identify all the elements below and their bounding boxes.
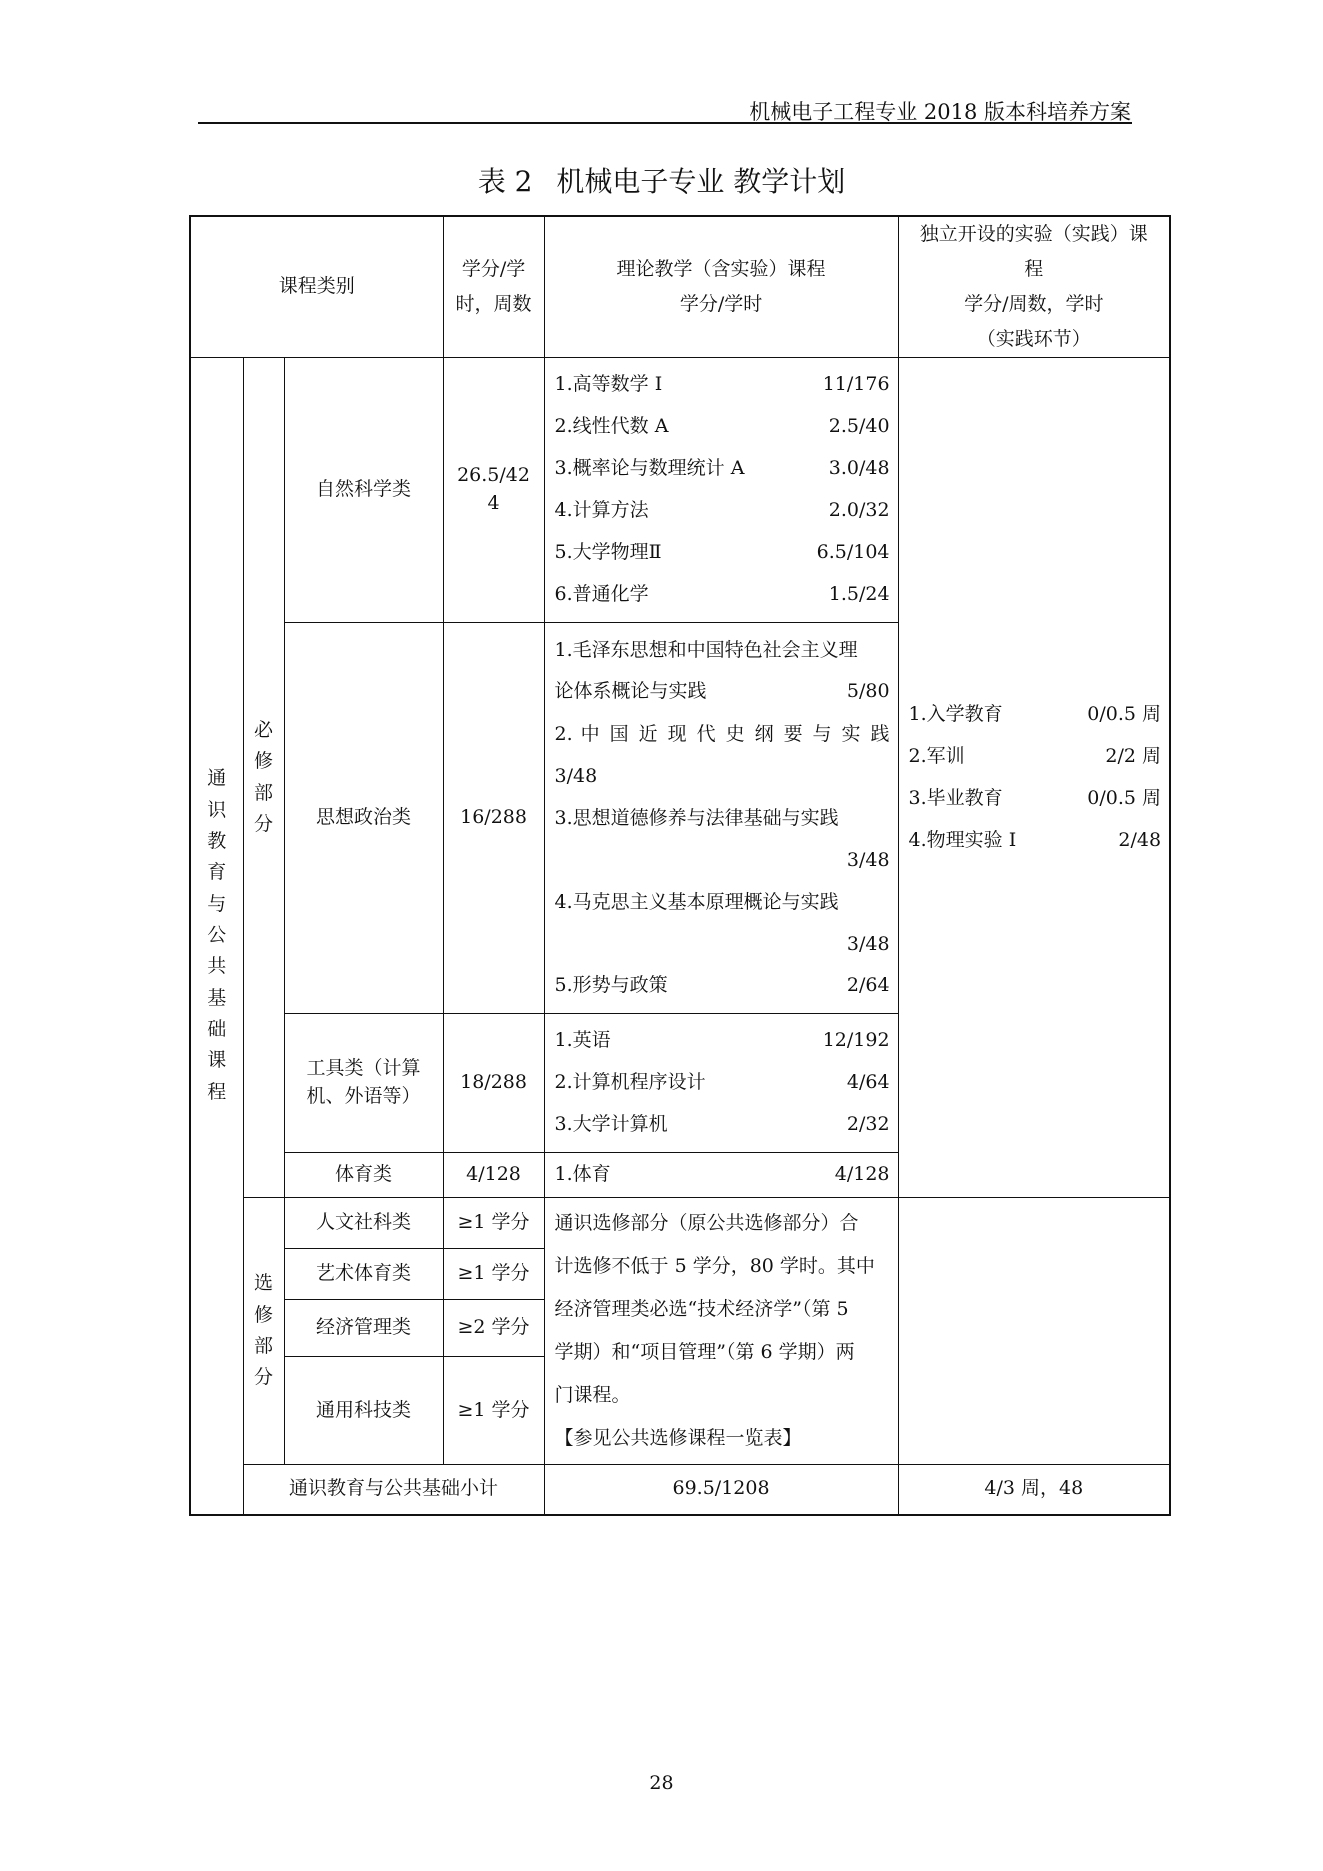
practice-row: 3.毕业教育 0/0.5 周 [908, 786, 1162, 809]
practice-row: 2.军训 2/2 周 [908, 744, 1162, 767]
practice-row: 4.物理实验 I 2/48 [908, 828, 1162, 851]
subtotal-practice: 4/3 周，48 [898, 1465, 1170, 1515]
header-practice: 独立开设的实验（实践）课 程 学分/周数，学时 （实践环节） [898, 216, 1170, 358]
header-category: 课程类别 [190, 216, 443, 358]
header-credits: 学分/学 时，周数 [443, 216, 544, 358]
natural-science-courses [544, 358, 898, 623]
table-number: 表 2 [477, 165, 533, 198]
table-row-natural [190, 358, 1170, 623]
politics-credits: 16/288 [443, 623, 544, 1014]
tools-credits: 18/288 [443, 1014, 544, 1153]
page-header: 机械电子工程专业 2018 版本科培养方案 [749, 100, 1131, 124]
table-header-row [190, 216, 1170, 358]
elective-category: 人文社科类 [284, 1198, 443, 1249]
table-caption: 机械电子专业 教学计划 [556, 165, 846, 198]
subtotal-theory: 69.5/1208 [544, 1465, 898, 1515]
tools-category: 工具类（计算 机、外语等） [284, 1014, 443, 1153]
pe-courses: 1.体育 4/128 [544, 1153, 898, 1198]
elective-credits: ≥1 学分 [443, 1248, 544, 1299]
group-general-education: 通识教育与公共基础课程 [190, 358, 243, 1515]
required-section: 必修部分 [243, 358, 284, 1198]
table-row-subtotal [190, 1465, 1170, 1515]
header-theory: 理论教学（含实验）课程 学分/学时 [544, 216, 898, 358]
elective-credits: ≥1 学分 [443, 1356, 544, 1464]
natural-science-credits: 26.5/42 4 [443, 358, 544, 623]
teaching-plan-table [189, 215, 1171, 1516]
elective-category: 经济管理类 [284, 1299, 443, 1356]
elective-practice-empty [898, 1198, 1170, 1465]
course-row: 1.高等数学 I 11/176 [554, 373, 890, 396]
table-row-elective [190, 1198, 1170, 1249]
tools-courses: 1.英语 12/192 2.计算机程序设计 4/64 3.大学计算机 2/32 [544, 1014, 898, 1153]
page-number: 28 [649, 1772, 674, 1794]
subtotal-label: 通识教育与公共基础小计 [243, 1465, 544, 1515]
elective-category: 艺术体育类 [284, 1248, 443, 1299]
elective-section: 选修部分 [243, 1198, 284, 1465]
pe-category: 体育类 [284, 1153, 443, 1198]
politics-category: 思想政治类 [284, 623, 443, 1014]
pe-credits: 4/128 [443, 1153, 544, 1198]
elective-note: 通识选修部分（原公共选修部分）合 计选修不低于 5 学分，80 学时。其中 经济管理类必选“技术经济学”（第 5 学期）和“项目管理”（第 6 学期）两 门课程。 【参见公共选修课程一览表】 [544, 1198, 898, 1465]
practice-courses [898, 358, 1170, 1198]
course-row: 4.计算方法 2.0/32 [554, 499, 890, 522]
elective-credits: ≥2 学分 [443, 1299, 544, 1356]
elective-category: 通用科技类 [284, 1356, 443, 1464]
header-rule [198, 122, 1132, 124]
politics-courses: 1.毛泽东思想和中国特色社会主义理 论体系概论与实践 5/80 2. 中 国 近 现 代 史 纲 要 与 实 践 3/48 3.思想道德修养与法律基础与实践 3/48 4.马克思主义基本原理概论与实践 3/48 5.形势与政策 2/64 [544, 623, 898, 1014]
elective-credits: ≥1 学分 [443, 1198, 544, 1249]
course-row: 3.概率论与数理统计 A 3.0/48 [554, 457, 890, 480]
table-title [0, 160, 1323, 200]
natural-science-category: 自然科学类 [284, 358, 443, 623]
course-row: 2.线性代数 A 2.5/40 [554, 415, 890, 438]
practice-row: 1.入学教育 0/0.5 周 [908, 702, 1162, 725]
course-row: 5.大学物理Ⅱ 6.5/104 [554, 541, 890, 564]
course-row: 6.普通化学 1.5/24 [554, 583, 890, 606]
